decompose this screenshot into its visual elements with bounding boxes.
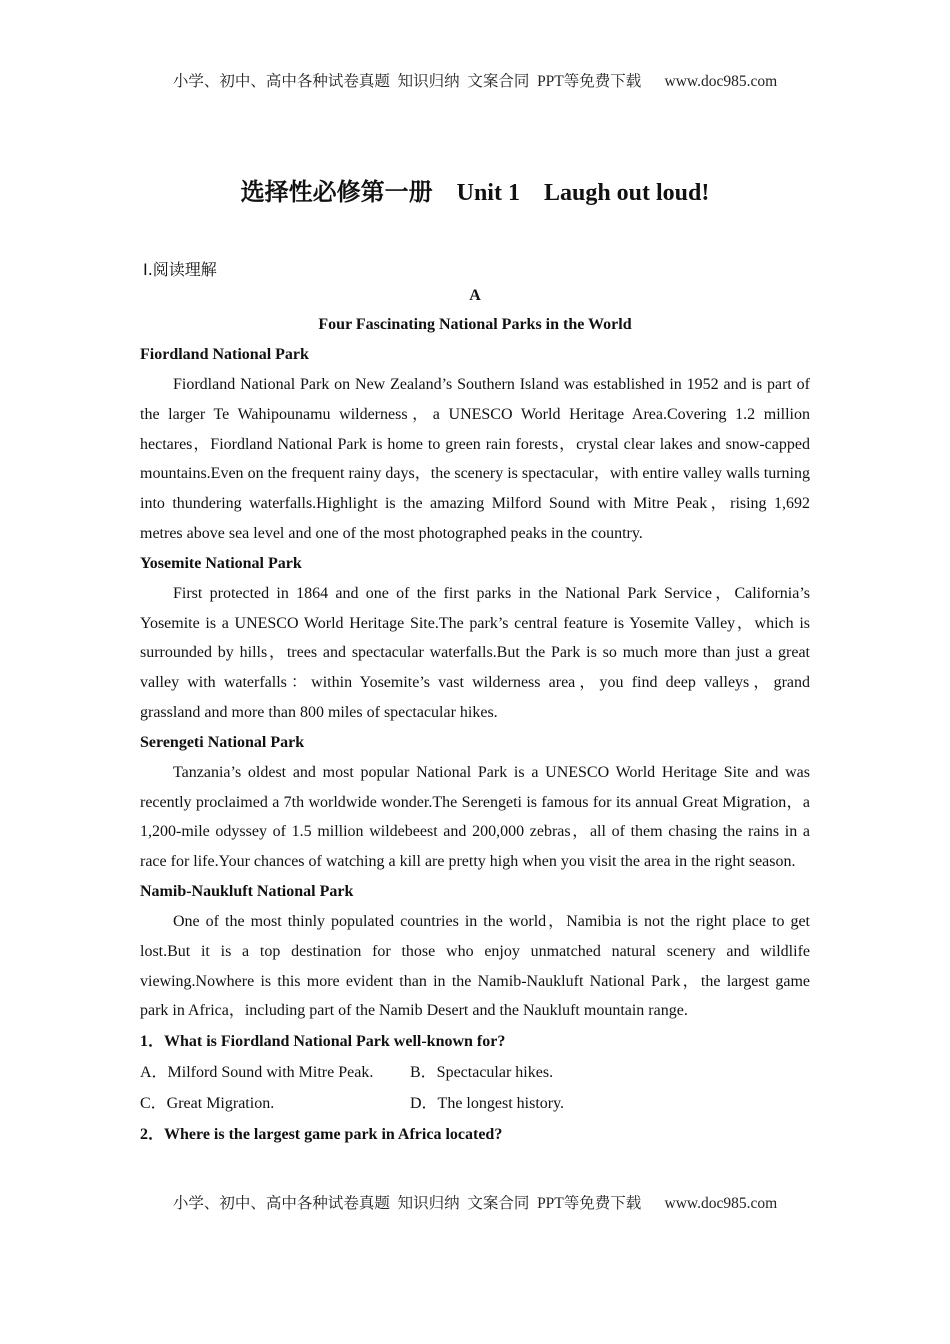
park-section bbox=[140, 340, 810, 549]
option-c: C．Great Migration. bbox=[140, 1095, 275, 1113]
park-heading: Namib-Naukluft National Park bbox=[140, 882, 354, 900]
park-paragraph: Fiordland National Park on New Zealand’s Southern Island was established in 1952 and is part of the larger Te Wahipounamu wilderness，a UNESCO World Heritage Area.Covering 1.2 million hectares，Fiordland National Park is home to green rain forests，crystal clear lakes and snow-capped mountains.Even on the frequent rainy days，the scenery is spectacular，with entire valley walls turning into thundering waterfalls.Highlight is the amazing Milford Sound with Mitre Peak，rising 1,692 metres above sea level and one of the most photographed peaks in the country. bbox=[140, 376, 811, 542]
page-header: 小学、初中、高中各种试卷真题 知识归纳 文案合同 PPT等免费下载 www.doc985.com bbox=[172, 73, 778, 90]
park-paragraph: One of the most thinly populated countries in the world，Namibia is not the right place to get lost.But it is a top destination for those who enjoy unmatched natural scenery and wildlife viewing.Nowhere is this more evident than in the Namib-Naukluft National Park，the largest game park in Africa，including part of the Namib Desert and the Naukluft mountain range. bbox=[140, 912, 810, 1020]
park-section bbox=[140, 549, 810, 728]
passage-title: Four Fascinating National Parks in the World bbox=[318, 316, 632, 333]
page-footer: 小学、初中、高中各种试卷真题 知识归纳 文案合同 PPT等免费下载 www.doc985.com bbox=[172, 1195, 778, 1212]
park-paragraph: First protected in 1864 and one of the first parks in the National Park Service，California’s Yosemite is a UNESCO World Heritage Site.The park’s central feature is Yosemite Valley，which is surrounded by hills，trees and spectacular waterfalls.But the Park is so much more than just a great valley with waterfalls：within Yosemite’s vast wilderness area，you find deep valleys，grand grassland and more than 800 miles of spectacular hikes. bbox=[140, 584, 810, 721]
option-b: B．Spectacular hikes. bbox=[410, 1064, 554, 1082]
question-block bbox=[140, 1026, 810, 1119]
park-section bbox=[140, 877, 810, 1026]
option-d: D．The longest history. bbox=[410, 1095, 565, 1113]
option-row bbox=[140, 1057, 810, 1088]
park-heading: Serengeti National Park bbox=[140, 733, 305, 751]
option-row bbox=[140, 1088, 810, 1119]
passage-body bbox=[140, 340, 810, 1150]
park-heading: Fiordland National Park bbox=[140, 346, 309, 363]
park-paragraph: Tanzania’s oldest and most popular National Park is a UNESCO World Heritage Site and was recently proclaimed a 7th worldwide wonder.The Serengeti is famous for its annual Great Migration，a 1,200-mile odyssey of 1.5 million wildebeest and 200,000 zebras，all of them chasing the rains in a race for life.Your chances of watching a kill are pretty high when you visit the area in the right season. bbox=[140, 763, 810, 871]
option-a: A．Milford Sound with Mitre Peak. bbox=[140, 1064, 374, 1082]
question-stem: 2．Where is the largest game park in Africa located? bbox=[140, 1126, 503, 1144]
park-heading: Yosemite National Park bbox=[140, 554, 302, 572]
document-title: 选择性必修第一册 Unit 1 Laugh out loud! bbox=[240, 180, 710, 206]
passage-label: A bbox=[469, 287, 481, 304]
park-section bbox=[140, 728, 810, 877]
section-heading: Ⅰ.阅读理解 bbox=[143, 260, 217, 279]
question-stem: 1．What is Fiordland National Park well-known for? bbox=[140, 1033, 506, 1051]
question-block bbox=[140, 1119, 810, 1150]
